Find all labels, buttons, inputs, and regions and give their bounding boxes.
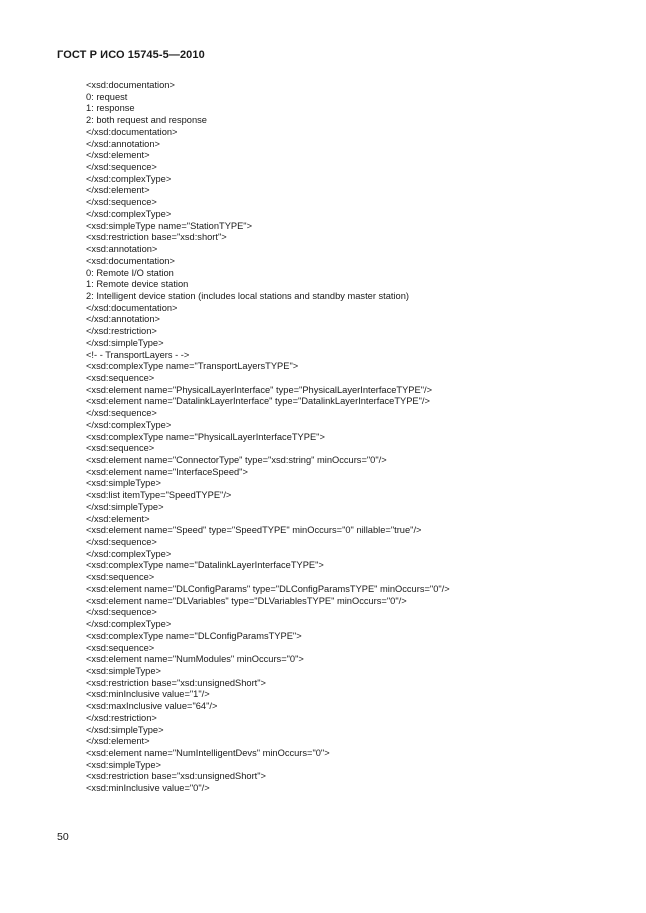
code-line: 0: Remote I/O station — [86, 267, 174, 278]
code-line: 0: request — [86, 91, 128, 102]
xsd-code-listing — [86, 80, 450, 795]
code-line: <xsd:sequence> — [86, 572, 155, 583]
code-line: <xsd:simpleType> — [86, 478, 161, 489]
code-line: <xsd:sequence> — [86, 372, 155, 383]
code-line: <xsd:element name="Speed" type="SpeedTYPE" minOccurs="0" nillable="true"/> — [86, 525, 422, 536]
code-line: <xsd:element name="DatalinkLayerInterface" type="DatalinkLayerInterfaceTYPE"/> — [86, 396, 430, 407]
code-line: <xsd:complexType name="DLConfigParamsTYPE"> — [86, 630, 302, 641]
code-line: <xsd:simpleType name="StationTYPE"> — [86, 220, 253, 231]
code-line: <xsd:complexType name="PhysicalLayerInterfaceTYPE"> — [86, 431, 325, 442]
code-line: </xsd:complexType> — [86, 619, 172, 630]
code-line: <xsd:simpleType> — [86, 759, 161, 770]
code-line: 1: Remote device station — [86, 279, 189, 290]
code-line: <xsd:complexType name="TransportLayersTYPE"> — [86, 361, 299, 372]
code-line: <xsd:element name="DLVariables" type="DLVariablesTYPE" minOccurs="0"/> — [86, 595, 407, 606]
code-line: <xsd:documentation> — [86, 255, 175, 266]
code-line: <xsd:restriction base="xsd:short"> — [86, 232, 227, 243]
code-line: </xsd:complexType> — [86, 173, 172, 184]
code-line: <xsd:annotation> — [86, 244, 158, 255]
code-line: 2: Intelligent device station (includes local stations and standby master station) — [86, 290, 409, 301]
code-line: </xsd:element> — [86, 736, 150, 747]
code-line: 2: both request and response — [86, 115, 207, 126]
code-line: <xsd:restriction base="xsd:unsignedShort"> — [86, 771, 266, 782]
code-line: <xsd:sequence> — [86, 443, 155, 454]
code-line: <xsd:element name="DLConfigParams" type="DLConfigParamsTYPE" minOccurs="0"/> — [86, 583, 450, 594]
code-line: </xsd:complexType> — [86, 548, 172, 559]
code-line: </xsd:sequence> — [86, 162, 157, 173]
code-line: <xsd:documentation> — [86, 80, 175, 90]
code-line: </xsd:simpleType> — [86, 337, 164, 348]
code-line: </xsd:element> — [86, 150, 150, 161]
code-line: </xsd:restriction> — [86, 712, 157, 723]
code-line: </xsd:sequence> — [86, 537, 157, 548]
code-line: <xsd:simpleType> — [86, 665, 161, 676]
code-line: <xsd:element name="InterfaceSpeed"> — [86, 466, 248, 477]
page-number: 50 — [57, 831, 69, 843]
code-line: </xsd:complexType> — [86, 208, 172, 219]
code-line: </xsd:sequence> — [86, 197, 157, 208]
code-line: </xsd:sequence> — [86, 408, 157, 419]
code-line: </xsd:sequence> — [86, 607, 157, 618]
code-line: <xsd:element name="NumIntelligentDevs" minOccurs="0"> — [86, 747, 330, 758]
code-line: </xsd:simpleType> — [86, 501, 164, 512]
code-line: <xsd:minInclusive value="0"/> — [86, 783, 210, 794]
code-line: <xsd:element name="PhysicalLayerInterface" type="PhysicalLayerInterfaceTYPE"/> — [86, 384, 433, 395]
code-line: </xsd:element> — [86, 513, 150, 524]
code-line: </xsd:documentation> — [86, 302, 178, 313]
code-line: <!- - TransportLayers - -> — [86, 349, 190, 360]
code-line: </xsd:annotation> — [86, 314, 160, 325]
code-line: </xsd:element> — [86, 185, 150, 196]
code-line: </xsd:annotation> — [86, 138, 160, 149]
code-line: <xsd:element name="ConnectorType" type="xsd:string" minOccurs="0"/> — [86, 455, 387, 465]
code-line: <xsd:restriction base="xsd:unsignedShort"> — [86, 677, 266, 688]
code-line: </xsd:restriction> — [86, 326, 157, 337]
code-line: 1: response — [86, 103, 135, 114]
code-line: </xsd:simpleType> — [86, 724, 164, 735]
document-header: ГОСТ Р ИСО 15745-5—2010 — [57, 49, 205, 61]
code-line: </xsd:complexType> — [86, 419, 172, 430]
code-line: <xsd:list itemType="SpeedTYPE"/> — [86, 490, 232, 501]
code-line: <xsd:sequence> — [86, 642, 155, 653]
code-line: <xsd:element name="NumModules" minOccurs="0"> — [86, 654, 304, 665]
code-line: </xsd:documentation> — [86, 126, 178, 137]
code-line: <xsd:maxInclusive value="64"/> — [86, 701, 218, 712]
code-line: <xsd:complexType name="DatalinkLayerInterfaceTYPE"> — [86, 560, 324, 571]
code-line: <xsd:minInclusive value="1"/> — [86, 689, 210, 700]
